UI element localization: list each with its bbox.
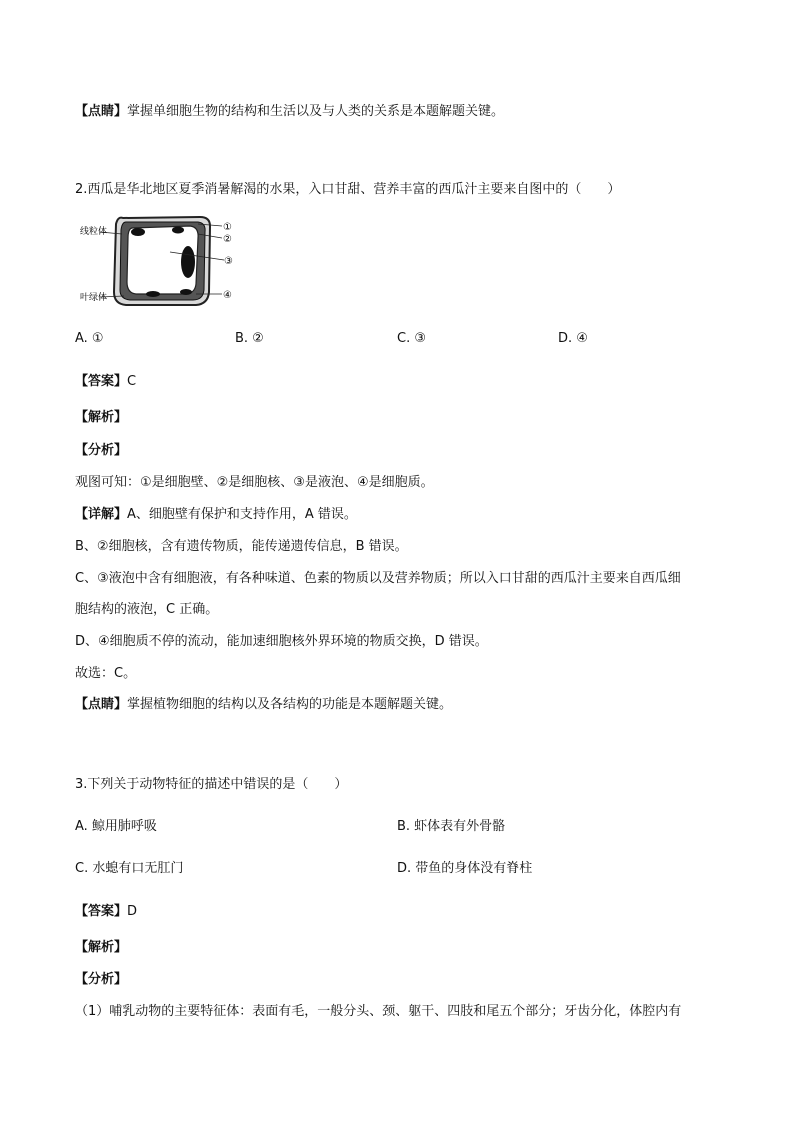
label-mitochondria: 线粒体 <box>80 227 108 237</box>
q2-analysis: 观图可知：①是细胞壁、②是细胞核、③是液泡、④是细胞质。 <box>75 475 434 490</box>
marker-3: ③ <box>224 256 233 267</box>
answer-tag: 【答案】 <box>75 374 128 389</box>
q2-detail-d: D、④细胞质不停的流动，能加速细胞核外界环境的物质交换，D 错误。 <box>75 634 488 649</box>
q2-detail-a <box>75 506 357 524</box>
q2-answer <box>75 373 136 391</box>
detail-tag: 【详解】 <box>75 507 128 522</box>
q2-option-a: A. ① <box>75 331 104 346</box>
q2-option-d: D. ④ <box>558 331 588 346</box>
answer-value: C <box>127 374 137 389</box>
chloroplast <box>146 291 160 297</box>
q2-dianjing <box>75 696 452 714</box>
q3-analysis-1: （1）哺乳动物的主要特征体：表面有毛，一般分头、颈、躯干、四肢和尾五个部分；牙齿分化，体腔内有 <box>75 1004 682 1019</box>
q3-option-d: D. 带鱼的身体没有脊柱 <box>397 861 533 876</box>
q2-select: 故选：C。 <box>75 666 137 681</box>
q3-option-c: C. 水螅有口无肛门 <box>75 861 184 876</box>
q2-detail-c-1: C、③液泡中含有细胞液，有各种味道、色素的物质以及营养物质；所以入口甘甜的西瓜汁主要来自西瓜细 <box>75 571 681 586</box>
q3-option-a: A. 鲸用肺呼吸 <box>75 819 157 834</box>
previous-dianjing <box>75 103 504 121</box>
dianjing-tag: 【点睛】 <box>75 697 128 712</box>
q3-answer <box>75 903 137 921</box>
nucleus <box>180 289 192 295</box>
dianjing-text: 掌握植物细胞的结构以及各结构的功能是本题解题关键。 <box>127 697 453 712</box>
q3-option-b: B. 虾体表有外骨骼 <box>397 819 506 834</box>
dianjing-tag: 【点睛】 <box>75 104 128 119</box>
detail-a-text: A、细胞壁有保护和支持作用，A 错误。 <box>127 507 357 522</box>
marker-1: ① <box>223 222 232 233</box>
q3-fenxi-heading: 【分析】 <box>75 972 128 987</box>
label-chloroplast: 叶绿体 <box>80 293 108 303</box>
q2-detail-b: B、②细胞核，含有遗传物质，能传递遗传信息，B 错误。 <box>75 539 408 554</box>
plant-cell-figure <box>78 212 238 312</box>
marker-4: ④ <box>223 290 232 301</box>
cell-diagram <box>78 212 238 312</box>
q2-stem: 2.西瓜是华北地区夏季消暑解渴的水果，入口甘甜、营养丰富的西瓜汁主要来自图中的（ ） <box>75 182 621 197</box>
chloroplast <box>172 227 184 234</box>
dianjing-text: 掌握单细胞生物的结构和生活以及与人类的关系是本题解题关键。 <box>127 104 505 119</box>
answer-value: D <box>127 904 138 919</box>
chloroplast <box>131 228 145 236</box>
q2-jiexi-heading: 【解析】 <box>75 410 128 425</box>
marker-2: ② <box>223 234 232 245</box>
q2-fenxi-heading: 【分析】 <box>75 443 128 458</box>
q3-jiexi-heading: 【解析】 <box>75 940 128 955</box>
q2-option-b: B. ② <box>235 331 264 346</box>
chloroplast <box>181 246 195 278</box>
q2-option-c: C. ③ <box>397 331 426 346</box>
answer-tag: 【答案】 <box>75 904 128 919</box>
q3-stem: 3.下列关于动物特征的描述中错误的是（ ） <box>75 777 348 792</box>
q2-detail-c-2: 胞结构的液泡，C 正确。 <box>75 602 219 617</box>
